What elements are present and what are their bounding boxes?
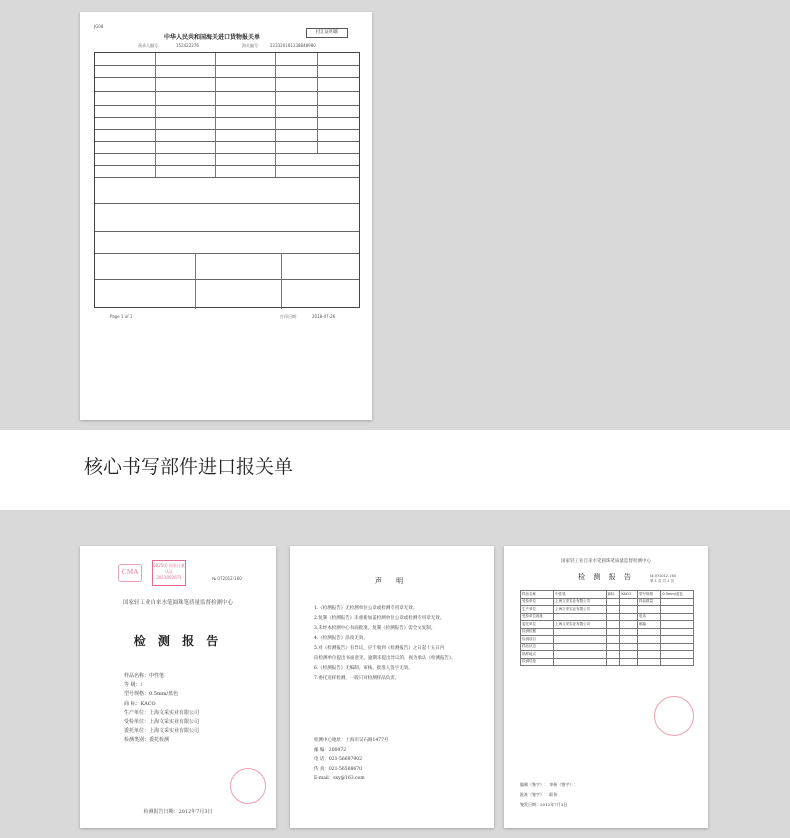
table-cell: 样品状态 <box>521 643 554 651</box>
table-cell <box>606 628 620 636</box>
form-stamp: 付汇证明联 <box>306 28 348 38</box>
table-row <box>521 658 694 666</box>
table-cell <box>661 628 694 636</box>
contact-line: 检测中心地址：上海市吴石路1477号 <box>314 738 389 743</box>
declaration-item: 5.对《检测报告》有异议，应于收到《检测报告》之日起十五日内 <box>314 646 445 651</box>
contact-line: 电 话：021-56697902 <box>314 757 362 762</box>
table-cell <box>637 643 660 651</box>
test-result-sheet <box>504 546 708 828</box>
signature-row: 编制（签字）： 审核（签字）： <box>520 782 578 787</box>
report-field: 委托单位：上海文采实业有限公司 <box>124 728 200 735</box>
report-field: 型号规格：0.5mm/蓝色 <box>124 691 179 698</box>
table-cell <box>620 613 638 621</box>
certification-stamp: 0025(I) 国家计量认证 2011002671 <box>152 560 186 586</box>
table-cell <box>554 643 606 651</box>
table-cell: 上海文采实业有限公司 <box>554 598 606 606</box>
declaration-item: 7.委托送样检测，一般只对检测样品负责。 <box>314 676 400 681</box>
declaration-item: 3.未经本检测中心书面批准，复制《检测报告》需全文复制。 <box>314 626 436 631</box>
declaration-item: 向检测单位提出书面意见，逾期未提出异议的，视为承认《检测报告》。 <box>314 656 456 661</box>
table-cell: 样品数量 <box>637 598 660 606</box>
table-cell: 邮编 <box>637 621 660 629</box>
table-cell <box>661 613 694 621</box>
form-print-date-label: 打印日期： <box>280 314 300 319</box>
table-cell: 生产单位 <box>521 606 554 614</box>
testing-center-name: 国家轻工业自来水笔圆珠笔质量监督检测中心 <box>122 600 233 606</box>
table-cell <box>606 636 620 644</box>
table-cell <box>620 643 638 651</box>
table-cell: 检测结论 <box>521 658 554 666</box>
table-cell <box>554 651 606 659</box>
form-grid <box>94 52 360 308</box>
report-fields <box>124 672 264 746</box>
table-cell <box>620 636 638 644</box>
table-cell <box>661 606 694 614</box>
table-row <box>521 628 694 636</box>
result-numbers <box>650 574 676 584</box>
table-row <box>521 606 694 614</box>
table-cell <box>606 643 620 651</box>
cma-mark: CMA <box>118 564 142 582</box>
table-row <box>521 636 694 644</box>
pre-entry-label: 预录入编号： <box>138 43 162 48</box>
table-row <box>521 651 694 659</box>
table-cell <box>637 628 660 636</box>
table-cell: 样品名称 <box>521 591 554 599</box>
table-cell <box>620 598 638 606</box>
table-cell <box>620 606 638 614</box>
table-cell <box>606 658 620 666</box>
signature-row: 批准（签字）： 职务： <box>520 792 562 797</box>
table-cell <box>606 606 620 614</box>
contact-line: E-mail：sxy@163.com <box>314 776 365 781</box>
customs-number: 223320181338848980 <box>270 43 316 48</box>
table-cell <box>637 651 660 659</box>
report-date: 检测报告日期：2012年7月3日 <box>143 809 213 815</box>
red-seal <box>230 768 266 804</box>
report-field: 等 级：/ <box>124 682 143 689</box>
table-cell <box>606 598 620 606</box>
table-cell <box>554 636 606 644</box>
contact-line: 邮 编：200072 <box>314 747 347 753</box>
signature-row: 签发日期：2012年7月3日 <box>520 802 568 807</box>
customs-number-label: 海关编号： <box>242 43 262 48</box>
table-cell <box>554 613 606 621</box>
table-cell: 0.5mm/蓝色 <box>661 591 694 599</box>
contact-info <box>314 736 484 784</box>
table-cell <box>637 658 660 666</box>
result-table <box>520 590 694 666</box>
report-field: 生产单位：上海文采实业有限公司 <box>124 709 200 716</box>
table-row <box>521 591 694 599</box>
declaration-items <box>314 604 482 684</box>
table-cell <box>661 621 694 629</box>
table-cell: 受检单位地址 <box>521 613 554 621</box>
table-cell <box>661 598 694 606</box>
table-cell <box>620 621 638 629</box>
table-cell <box>661 651 694 659</box>
result-center-name: 国家轻工业自来水笔圆珠笔质量监督检测中心 <box>561 559 651 564</box>
table-row <box>521 643 694 651</box>
form-print-date: 2018-07-26 <box>312 314 336 319</box>
section-caption: 核心书写部件进口报关单 <box>84 456 294 478</box>
table-row <box>521 621 694 629</box>
table-cell <box>661 658 694 666</box>
result-page-number: 第 1 页 共 2 页 <box>650 579 675 583</box>
result-report-number: № 072012-160 <box>650 574 677 578</box>
table-cell <box>620 628 638 636</box>
table-cell: 上海文采实业有限公司 <box>554 621 606 629</box>
report-field: 样品名称：中性笔 <box>124 673 165 679</box>
table-cell <box>661 643 694 651</box>
table-cell: 上海文采实业有限公司 <box>554 606 606 614</box>
declaration-item: 4.《检测报告》涂改无效。 <box>314 636 368 641</box>
result-title: 检 测 报 告 <box>578 573 634 581</box>
declaration-title: 声 明 <box>374 577 410 585</box>
table-cell: 受检单位 <box>521 598 554 606</box>
report-number: № 072012-160 <box>212 576 242 581</box>
report-field: 商 标：KACO <box>124 700 156 707</box>
table-cell: 抽样地点 <box>521 651 554 659</box>
table-cell: KACO <box>620 591 638 599</box>
pre-entry-number: 152422276 <box>176 43 199 48</box>
test-report-cover <box>80 546 276 828</box>
table-row <box>521 598 694 606</box>
table-cell: 检测项目 <box>521 636 554 644</box>
table-cell <box>606 621 620 629</box>
table-cell <box>554 628 606 636</box>
table-cell: 委托单位 <box>521 621 554 629</box>
table-cell <box>661 636 694 644</box>
table-cell: 检测依据 <box>521 628 554 636</box>
table-cell <box>606 651 620 659</box>
table-cell: 型号规格 <box>637 591 660 599</box>
table-cell <box>637 636 660 644</box>
table-cell: 商标 <box>606 591 620 599</box>
form-code: JG08 <box>94 24 104 29</box>
table-cell <box>620 658 638 666</box>
table-row <box>521 613 694 621</box>
contact-line: 传 真：021-56508670 <box>314 766 362 772</box>
report-title: 检 测 报 告 <box>133 634 223 648</box>
declaration-item: 6.《检测报告》无编制、审核、批准人签字无效。 <box>314 666 413 671</box>
table-cell: 电话 <box>637 613 660 621</box>
form-title: 中华人民共和国海关进口货物报关单 <box>164 34 261 41</box>
report-field: 受检单位：上海文采实业有限公司 <box>124 719 200 726</box>
table-cell <box>620 651 638 659</box>
form-page: Page 1 of 1 <box>110 314 133 319</box>
table-cell <box>606 613 620 621</box>
declaration-item: 2.复制《检测报告》未重新加盖检测单位公章或检测专用章无效。 <box>314 616 445 621</box>
signature-block <box>520 780 696 810</box>
table-cell <box>554 658 606 666</box>
report-field: 检测类别：委托检测 <box>124 737 170 744</box>
red-seal <box>654 696 694 736</box>
customs-declaration-form <box>80 12 372 420</box>
table-cell: 中性笔 <box>554 591 606 599</box>
declaration-item: 1.《检测报告》无检测单位公章或检测专用章无效。 <box>314 606 418 611</box>
declaration-page <box>290 546 494 828</box>
table-cell <box>637 606 660 614</box>
